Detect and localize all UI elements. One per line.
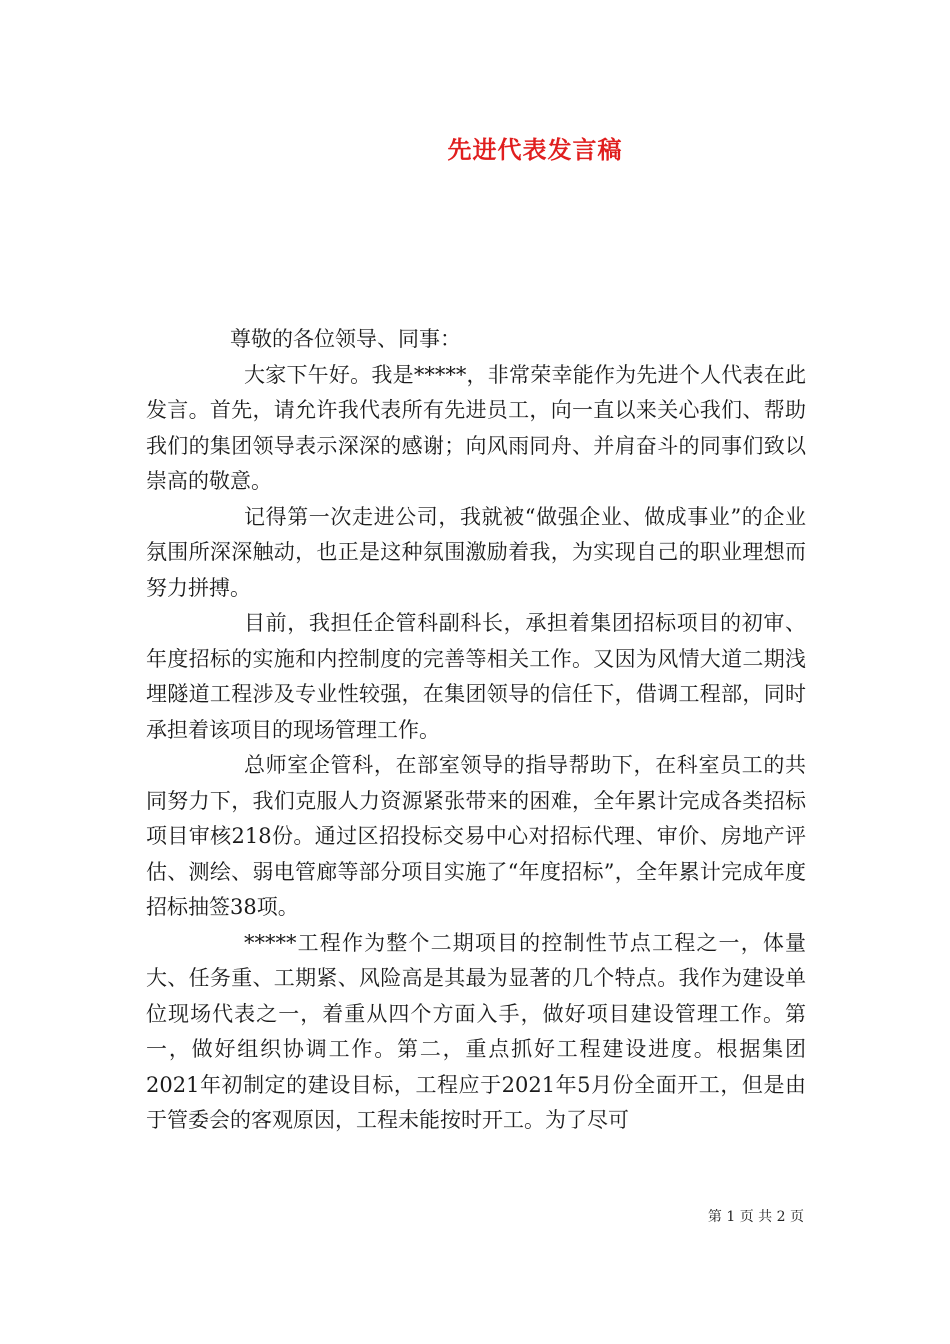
paragraph-3: 目前，我担任企管科副科长，承担着集团招标项目的初审、年度招标的实施和内控制度的完善等相关工作。又因为风情大道二期浅埋隧道工程涉及专业性较强，在集团领导的信任下，借调工程部，同时承担着该项目的现场管理工作。 [146,611,806,742]
paragraph-5: *****工程作为整个二期项目的控制性节点工程之一，体量大、任务重、工期紧、风险高是其最为显著的几个特点。我作为建设单位现场代表之一，着重从四个方面入手，做好项目建设管理工作。第一，做好组织协调工作。第二，重点抓好工程建设进度。根据集团2021年初制定的建设目标，工程应于2021年5月份全面开工，但是由于管委会的客观原因，工程未能按时开工。为了尽可 [146,930,806,1132]
paragraph-1: 大家下午好。我是*****，非常荣幸能作为先进个人代表在此发言。首先，请允许我代表所有先进员工，向一直以来关心我们、帮助我们的集团领导表示深深的感谢；向风雨同舟、并肩奋斗的同事们致以崇高的敬意。 [146,362,806,493]
paragraph-4: 总师室企管科，在部室领导的指导帮助下，在科室员工的共同努力下，我们克服人力资源紧张带来的困难，全年累计完成各类招标项目审核218份。通过区招投标交易中心对招标代理、审价、房地产评估、测绘、弱电管廊等部分项目实施了“年度招标”，全年累计完成年度招标抽签38项。 [146,753,806,919]
paragraph-2: 记得第一次走进公司，我就被“做强企业、做成事业”的企业氛围所深深触动，也正是这种氛围激励着我，为实现自己的职业理想而努力拼搏。 [146,504,806,600]
page-number-footer: 第 1 页 共 2 页 [707,1209,804,1225]
document-title: 先进代表发言稿 [447,136,623,164]
salutation: 尊敬的各位领导、同事： [230,327,461,351]
document-body [146,322,806,1139]
